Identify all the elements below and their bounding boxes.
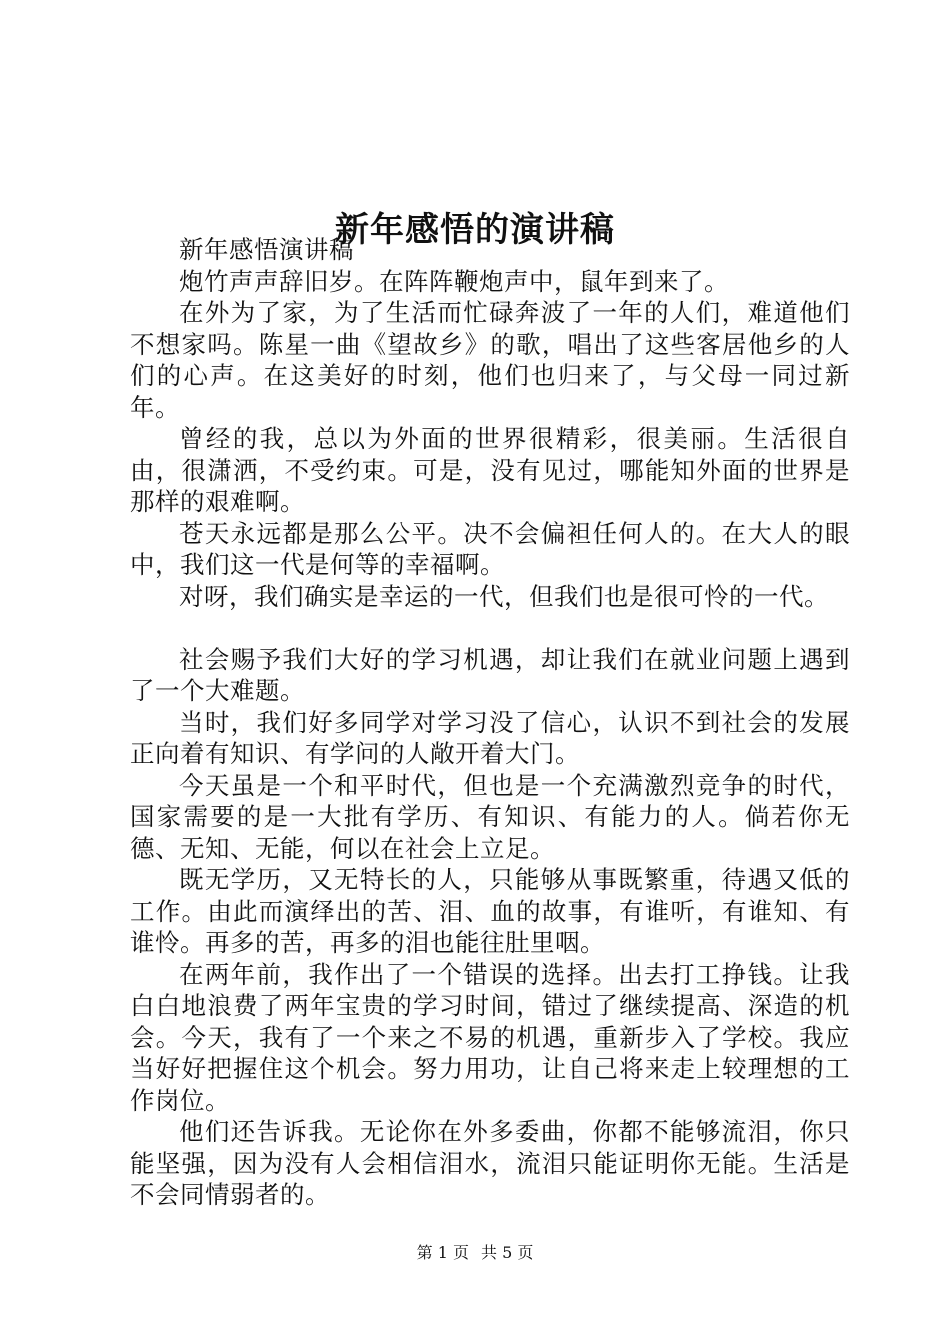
document-body [130,234,850,1211]
paragraph: 今天虽是一个和平时代，但也是一个充满激烈竞争的时代，国家需要的是一大批有学历、有知识、有能力的人。倘若你无德、无知、无能，何以在社会上立足。 [130,770,850,863]
paragraph: 在外为了家，为了生活而忙碌奔波了一年的人们，难道他们不想家吗。陈星一曲《望故乡》的歌，唱出了这些客居他乡的人们的心声。在这美好的时刻，他们也归来了，与父母一同过新年。 [130,298,850,422]
paragraph: 曾经的我，总以为外面的世界很精彩，很美丽。生活很自由，很潇洒，不受约束。可是，没有见过，哪能知外面的世界是那样的艰难啊。 [130,424,850,516]
document-title: 新年感悟的演讲稿 [335,209,615,250]
page-number: 第 1 页 [416,1243,469,1262]
paragraph: 社会赐予我们大好的学习机遇，却让我们在就业问题上遇到了一个大难题。 [130,644,850,705]
paragraph: 当时，我们好多同学对学习没了信心，认识不到社会的发展正向着有知识、有学问的人敞开着大门。 [130,707,850,768]
paragraph: 他们还告诉我。无论你在外多委曲，你都不能够流泪，你只能坚强，因为没有人会相信泪水，流泪只能证明你无能。生活是不会同情弱者的。 [130,1117,850,1209]
paragraph: 苍天永远都是那么公平。决不会偏袒任何人的。在大人的眼中，我们这一代是何等的幸福啊。 [130,518,850,579]
paragraph-subtitle: 新年感悟演讲稿 [179,235,354,264]
page-total: 共 5 页 [481,1243,534,1262]
paragraph: 炮竹声声辞旧岁。在阵阵鞭炮声中，鼠年到来了。 [179,266,729,296]
paragraph: 对呀，我们确实是幸运的一代，但我们也是很可怜的一代。 [179,581,829,611]
paragraph: 在两年前，我作出了一个错误的选择。出去打工挣钱。让我白白地浪费了两年宝贵的学习时间，错过了继续提高、深造的机会。今天，我有了一个来之不易的机遇，重新步入了学校。我应当好好把握住这个机会。努力用功，让自己将来走上较理想的工作岗位。 [130,959,850,1115]
page-footer [0,1241,950,1265]
paragraph: 既无学历，又无特长的人，只能够从事既繁重，待遇又低的工作。由此而演绎出的苦、泪、血的故事，有谁听，有谁知、有谁怜。再多的苦，再多的泪也能往肚里咽。 [130,865,850,957]
